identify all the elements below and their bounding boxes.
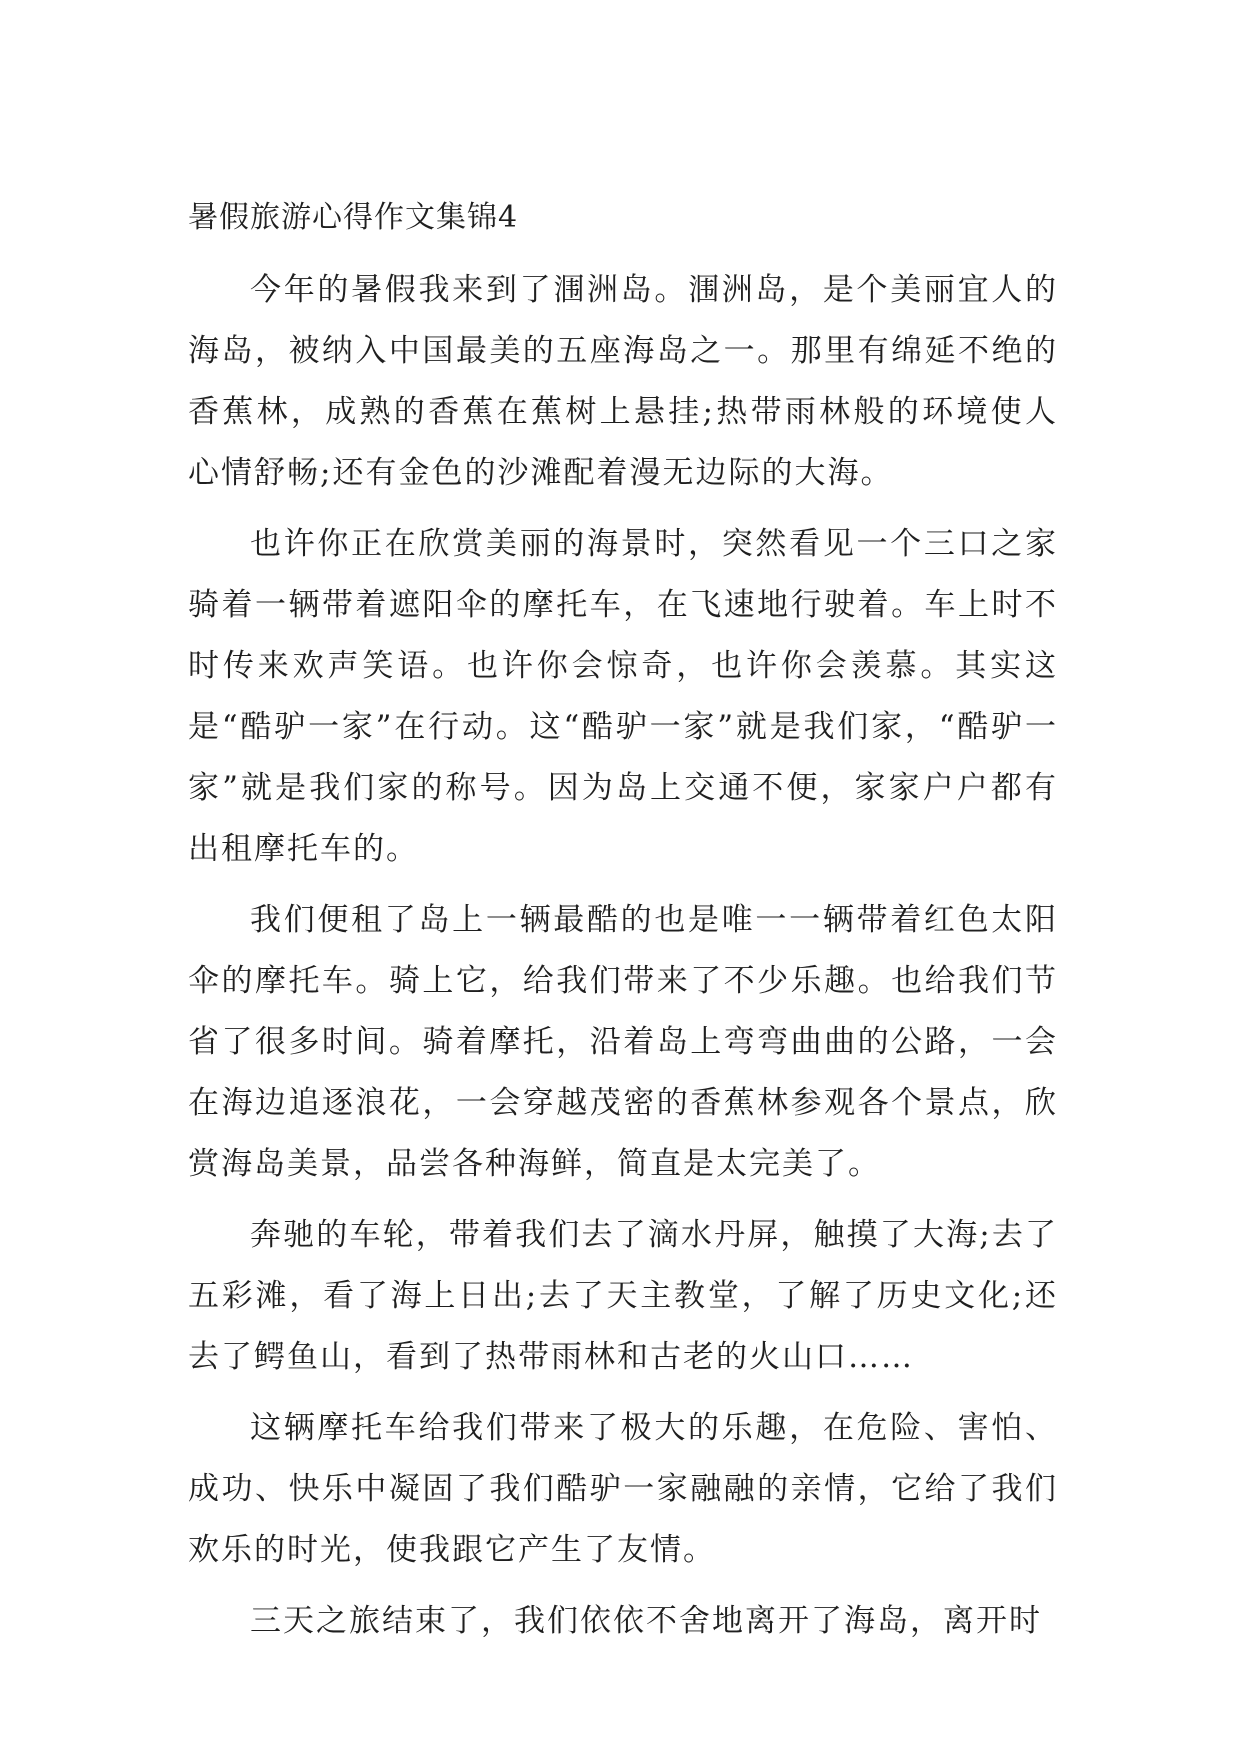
paragraph-2: 也许你正在欣赏美丽的海景时，突然看见一个三口之家骑着一辆带着遮阳伞的摩托车，在飞速地行驶着。车上时不时传来欢声笑语。也许你会惊奇，也许你会羡慕。其实这是“酷驴一家”在行动。这“酷驴一家”就是我们家，“酷驴一家”就是我们家的称号。因为岛上交通不便，家家户户都有出租摩托车的。 xyxy=(188,526,1058,867)
paragraph-4: 奔驰的车轮，带着我们去了滴水丹屏，触摸了大海;去了五彩滩，看了海上日出;去了天主教堂，了解了历史文化;还去了鳄鱼山，看到了热带雨林和古老的火山口…… xyxy=(188,1217,1058,1375)
paragraph-3: 我们便租了岛上一辆最酷的也是唯一一辆带着红色太阳伞的摩托车。骑上它，给我们带来了不少乐趣。也给我们节省了很多时间。骑着摩托，沿着岛上弯弯曲曲的公路，一会在海边追逐浪花，一会穿越茂密的香蕉林参观各个景点，欣赏海岛美景，品尝各种海鲜，简直是太完美了。 xyxy=(188,902,1058,1182)
document-title: 暑假旅游心得作文集锦4 xyxy=(188,200,519,235)
paragraph-5: 这辆摩托车给我们带来了极大的乐趣，在危险、害怕、成功、快乐中凝固了我们酷驴一家融融的亲情，它给了我们欢乐的时光，使我跟它产生了友情。 xyxy=(188,1410,1058,1568)
paragraph-1: 今年的暑假我来到了涠洲岛。涠洲岛，是个美丽宜人的海岛，被纳入中国最美的五座海岛之一。那里有绵延不绝的香蕉林，成熟的香蕉在蕉树上悬挂;热带雨林般的环境使人心情舒畅;还有金色的沙滩配着漫无边际的大海。 xyxy=(188,272,1058,491)
document-body xyxy=(188,196,1058,1662)
paragraph-6: 三天之旅结束了，我们依依不舍地离开了海岛，离开时 xyxy=(250,1603,1042,1639)
